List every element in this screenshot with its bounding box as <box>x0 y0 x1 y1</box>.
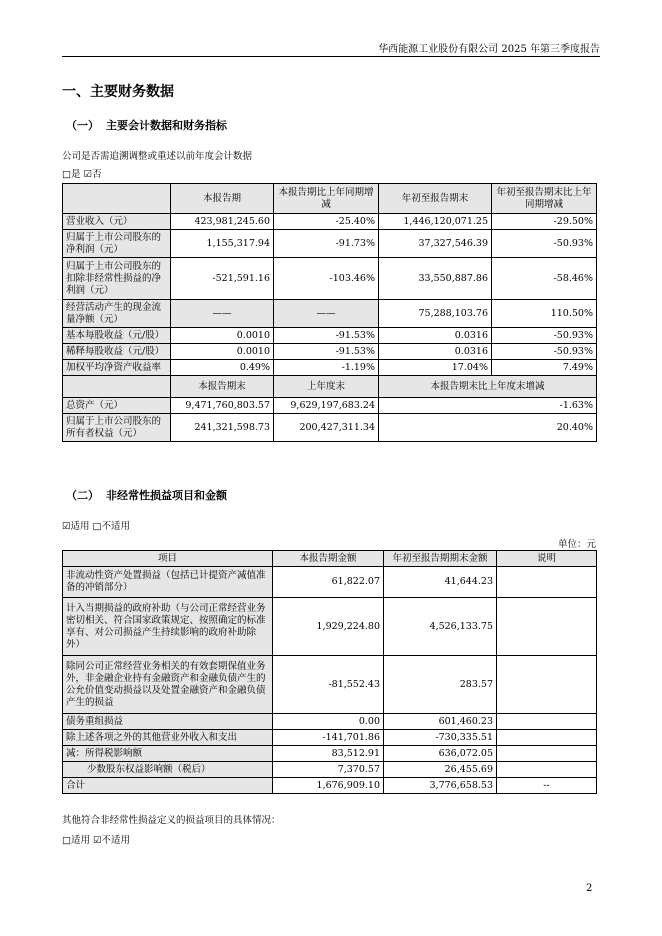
cell-value: 9,471,760,803.57 <box>171 398 274 414</box>
cell-value: -25.40% <box>274 214 379 230</box>
cell-value: 0.0316 <box>379 344 492 360</box>
subsection-title-1 <box>66 117 227 133</box>
table-header-row <box>63 551 597 567</box>
cell-value: -50.93% <box>492 230 597 258</box>
header-cell: 上年度末 <box>274 376 379 398</box>
cell-value: 75,288,103.76 <box>379 300 492 328</box>
cell-value: -521,591.16 <box>171 258 274 300</box>
cell-value: 636,072.05 <box>384 746 497 762</box>
header-cell: 年初至报告期期末金额 <box>384 551 497 567</box>
row-label: 减：所得税影响额 <box>63 746 273 762</box>
header-divider <box>62 56 600 57</box>
row-label: 债务重组损益 <box>63 714 273 730</box>
header-cell: 年初至报告期末比上年同期增减 <box>492 184 597 214</box>
report-header-title: 华西能源工业股份有限公司 2025 年第三季度报告 <box>378 44 600 55</box>
cell-value <box>497 567 597 598</box>
cell-value <box>497 762 597 778</box>
header-cell <box>63 184 171 214</box>
cell-value: —— <box>171 300 274 328</box>
table-row <box>63 300 597 328</box>
cell-value: —— <box>274 300 379 328</box>
table-row <box>63 360 597 376</box>
subsection-title-2 <box>66 487 227 503</box>
subsection-text-1: 主要会计数据和财务指标 <box>106 119 227 132</box>
row-label: 营业收入（元） <box>63 214 171 230</box>
row-label: 总资产（元） <box>63 398 171 414</box>
table-row <box>63 656 597 714</box>
cell-value <box>497 730 597 746</box>
header-cell: 本报告期末比上年度末增减 <box>379 376 597 398</box>
cell-value: 0.0010 <box>171 344 274 360</box>
table-row <box>63 414 597 442</box>
cell-value: 1,929,224.80 <box>273 598 384 656</box>
cell-value: -50.93% <box>492 328 597 344</box>
cell-value: 110.50% <box>492 300 597 328</box>
header-cell: 说明 <box>497 551 597 567</box>
header-cell: 本报告期 <box>171 184 274 214</box>
header-cell: 本报告期金额 <box>273 551 384 567</box>
table-row <box>63 730 597 746</box>
cell-value: 7.49% <box>492 360 597 376</box>
cell-value: 61,822.07 <box>273 567 384 598</box>
row-label: 归属于上市公司股东的净利润（元） <box>63 230 171 258</box>
header-cell: 年初至报告期末 <box>379 184 492 214</box>
header-cell: 项目 <box>63 551 273 567</box>
table-row <box>63 398 597 414</box>
other-items-options: □适用 ☑不适用 <box>62 835 131 846</box>
cell-value: 26,455.69 <box>384 762 497 778</box>
cell-value: -91.53% <box>274 328 379 344</box>
table-row <box>63 762 597 778</box>
cell-value: 17.04% <box>379 360 492 376</box>
cell-value: -730,335.51 <box>384 730 497 746</box>
cell-value: 0.49% <box>171 360 274 376</box>
cell-value: -91.73% <box>274 230 379 258</box>
cell-value: -- <box>497 778 597 794</box>
restatement-question: 公司是否需追溯调整或重述以前年度会计数据 <box>62 151 253 162</box>
table-header-row <box>63 184 597 214</box>
cell-value: 83,512.91 <box>273 746 384 762</box>
row-label: 经营活动产生的现金流量净额（元） <box>63 300 171 328</box>
cell-value: 1,155,317.94 <box>171 230 274 258</box>
row-label: 加权平均净资产收益率 <box>63 360 171 376</box>
other-items-note: 其他符合非经常性损益定义的损益项目的具体情况： <box>62 815 281 826</box>
cell-value: 37,327,546.39 <box>379 230 492 258</box>
key-financial-table <box>62 183 597 442</box>
table-row <box>63 598 597 656</box>
table-row <box>63 230 597 258</box>
header-cell <box>63 376 171 398</box>
page-number: 2 <box>586 883 593 894</box>
table-row <box>63 567 597 598</box>
cell-value: 7,370.57 <box>273 762 384 778</box>
cell-value: 283.57 <box>384 656 497 714</box>
section-title-financial-data: 一、主要财务数据 <box>62 84 174 100</box>
cell-value: 0.0316 <box>379 328 492 344</box>
table-row <box>63 214 597 230</box>
row-label: 基本每股收益（元/股） <box>63 328 171 344</box>
cell-value: 1,676,909.10 <box>273 778 384 794</box>
cell-value: 20.40% <box>379 414 597 442</box>
row-label: 非流动性资产处置损益（包括已计提资产减值准备的冲销部分） <box>63 567 273 598</box>
cell-value: -103.46% <box>274 258 379 300</box>
cell-value: -141,701.86 <box>273 730 384 746</box>
table-header-row <box>63 376 597 398</box>
row-label: 计入当期损益的政府补助（与公司正常经营业务密切相关、符合国家政策规定、按照确定的标准享有、对公司损益产生持续影响的政府补助除外） <box>63 598 273 656</box>
cell-value: 41,644.23 <box>384 567 497 598</box>
row-label: 合计 <box>63 778 273 794</box>
restatement-options: □是 ☑否 <box>62 169 102 180</box>
row-label: 稀释每股收益（元/股） <box>63 344 171 360</box>
row-label: 归属于上市公司股东的扣除非经常性损益的净利润（元） <box>63 258 171 300</box>
applicability-options: ☑适用 □不适用 <box>62 521 131 532</box>
row-label: 除上述各项之外的其他营业外收入和支出 <box>63 730 273 746</box>
subsection-text-2: 非经常性损益项目和金额 <box>106 489 227 502</box>
cell-value: -1.63% <box>379 398 597 414</box>
unit-label: 单位：元 <box>557 539 596 550</box>
table-row <box>63 344 597 360</box>
cell-value: 9,629,197,683.24 <box>274 398 379 414</box>
table-row-total <box>63 778 597 794</box>
row-label: 少数股东权益影响额（税后） <box>63 762 273 778</box>
cell-value: 3,776,658.53 <box>384 778 497 794</box>
cell-value: 200,427,311.34 <box>274 414 379 442</box>
cell-value: -58.46% <box>492 258 597 300</box>
cell-value: -81,552.43 <box>273 656 384 714</box>
cell-value: 0.00 <box>273 714 384 730</box>
cell-value <box>497 598 597 656</box>
cell-value: 601,460.23 <box>384 714 497 730</box>
cell-value: -29.50% <box>492 214 597 230</box>
cell-value: 0.0010 <box>171 328 274 344</box>
cell-value: 1,446,120,071.25 <box>379 214 492 230</box>
cell-value: -1.19% <box>274 360 379 376</box>
table-row <box>63 258 597 300</box>
subsection-number-1: （一） <box>66 119 99 132</box>
cell-value: -91.53% <box>274 344 379 360</box>
cell-value <box>497 714 597 730</box>
cell-value: 423,981,245.60 <box>171 214 274 230</box>
table-row <box>63 746 597 762</box>
row-label: 除同公司正常经营业务相关的有效套期保值业务外，非金融企业持有金融资产和金融负债产生的公允价值变动损益以及处置金融资产和金融负债产生的损益 <box>63 656 273 714</box>
table-row <box>63 714 597 730</box>
header-cell: 本报告期末 <box>171 376 274 398</box>
cell-value <box>497 746 597 762</box>
header-cell: 本报告期比上年同期增减 <box>274 184 379 214</box>
subsection-number-2: （二） <box>66 489 99 502</box>
cell-value: 4,526,133.75 <box>384 598 497 656</box>
table-row <box>63 328 597 344</box>
cell-value: 241,321,598.73 <box>171 414 274 442</box>
non-recurring-items-table <box>62 550 597 794</box>
cell-value: -50.93% <box>492 344 597 360</box>
row-label: 归属于上市公司股东的所有者权益（元） <box>63 414 171 442</box>
cell-value <box>497 656 597 714</box>
cell-value: 33,550,887.86 <box>379 258 492 300</box>
